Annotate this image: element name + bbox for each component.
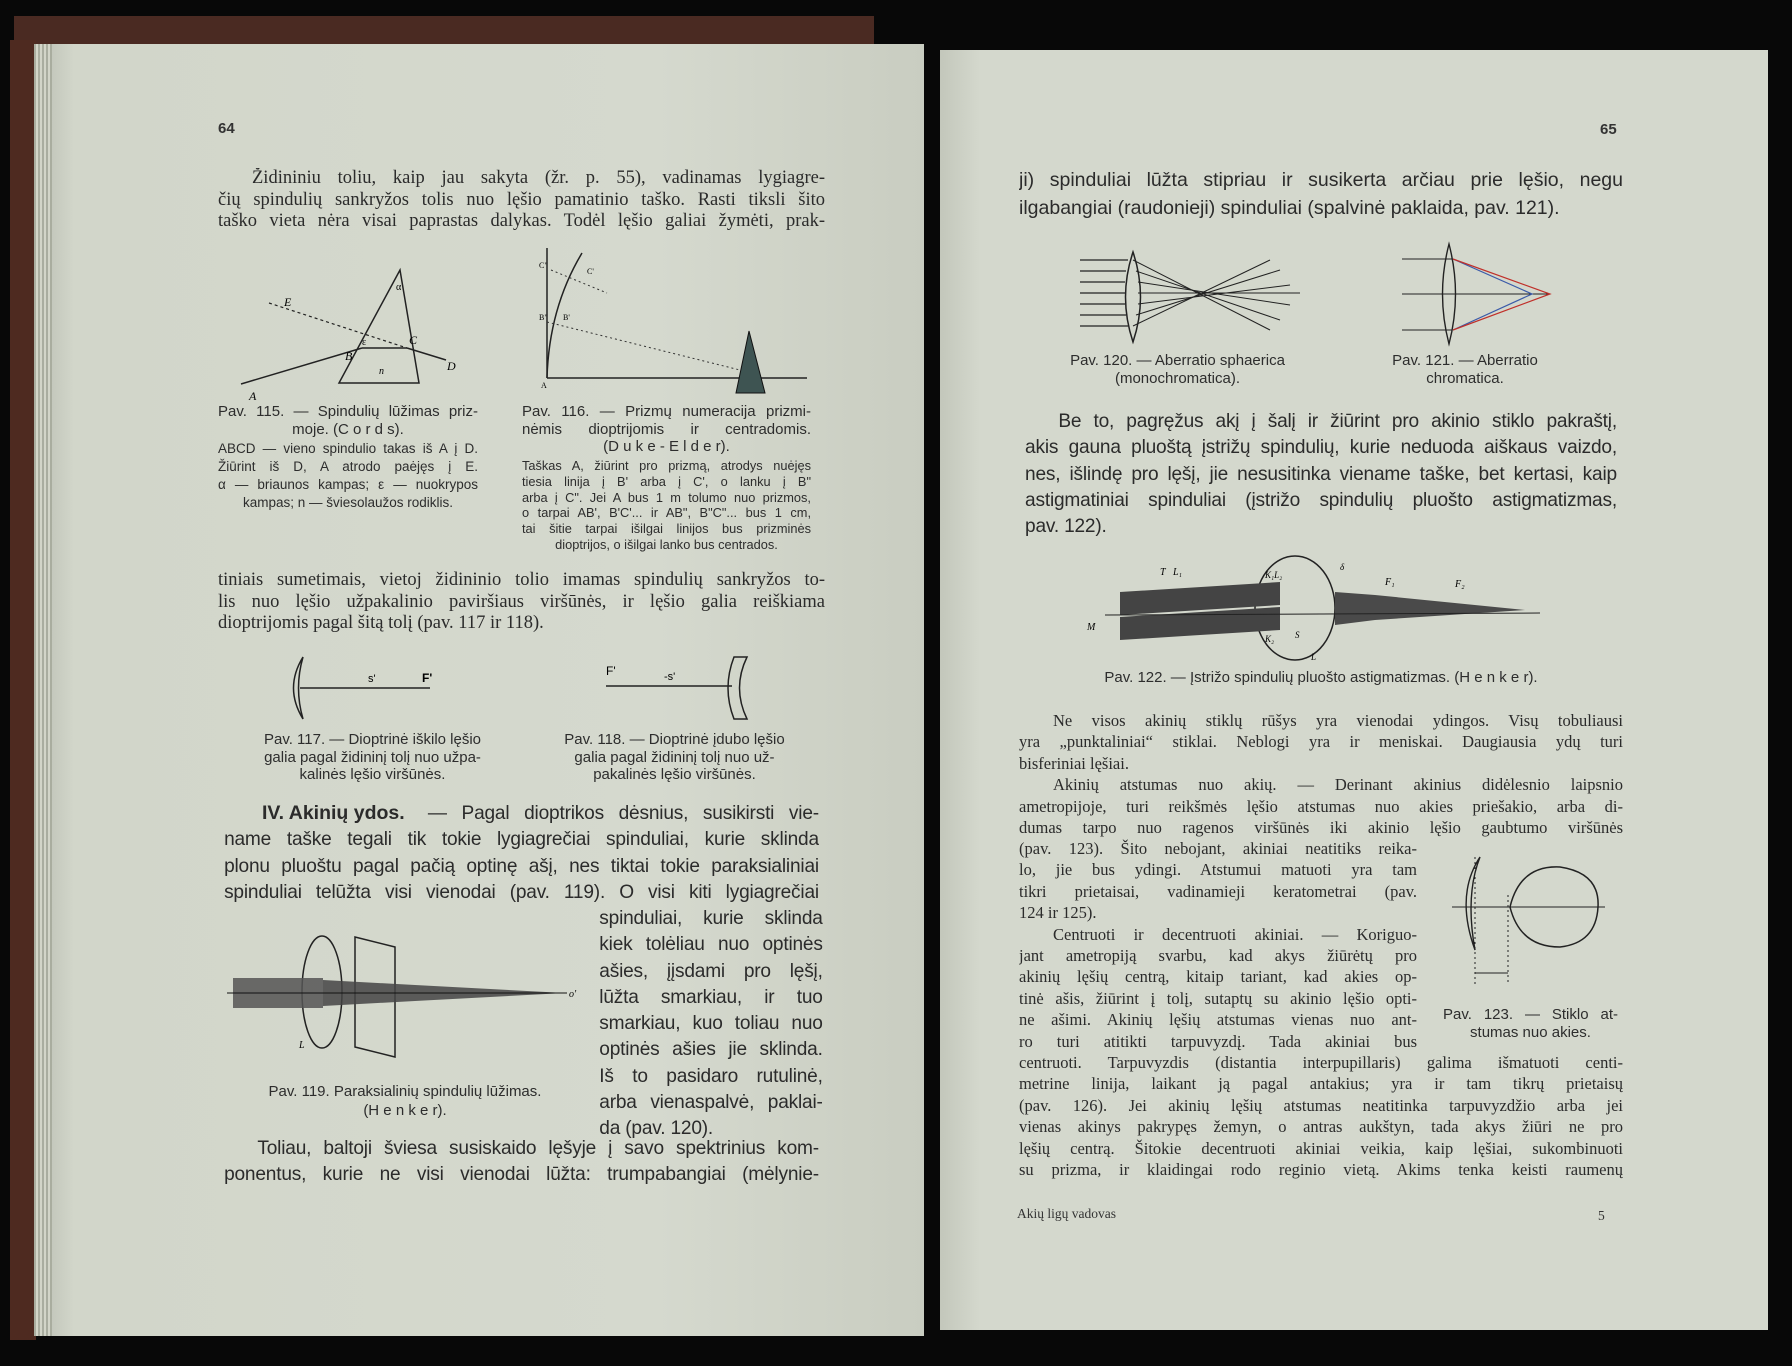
- text-line: arba į C". Jei A bus 1 m tolumo nuo prizmos,: [522, 489, 811, 505]
- figure-122-caption: [1019, 669, 1623, 687]
- text-line: tai šitie tarpai išilgai linijos bus prizminės: [522, 521, 811, 537]
- section-heading: IV. Akinių ydos.: [262, 802, 405, 824]
- text-line: ametropijoje, turi reikšmės lęšio atstumas nuo akies priešakio, arba di-: [1019, 796, 1623, 816]
- text-line: lęšių centrą. Šitokie decentruoti akiniai veikia, kaip lęšiai, sukombinuoti: [1019, 1138, 1623, 1158]
- label-delta: δ: [1340, 562, 1345, 572]
- prism: [736, 331, 765, 393]
- text-line: bisferiniai lęšiai.: [1019, 753, 1129, 773]
- label-l: L: [1311, 652, 1317, 662]
- text-line: spinduliai telūžta visi vienodai (pav. 119). O visi kiti lygiagrečiai: [224, 880, 819, 903]
- figure-123-caption: [1443, 1006, 1618, 1041]
- text-line: taško vieta nėra visai paprastas dalykas. Todėl lęšio galiai žymėti, prak-: [218, 211, 825, 232]
- lens: [728, 657, 747, 719]
- text-line: arba vienaspalvė, paklai-: [599, 1091, 823, 1114]
- label-s: s': [368, 673, 376, 685]
- text-line: Pav. 122. — Įstrižo spindulių pluošto astigmatizmas. (H e n k e r).: [1104, 669, 1538, 686]
- label-s: -s': [664, 671, 676, 683]
- text-line: čių spindulių sankryžos tolis nuo lęšio pamatinio taško. Rasti tiksli šito: [218, 189, 825, 210]
- label-s: S: [1295, 630, 1300, 640]
- text-line: (monochromatica).: [1114, 369, 1241, 387]
- text-line: Toliau, baltoji šviesa susiskaido lęšyje į savo spektrinius kom-: [257, 1137, 819, 1159]
- figure-116-prism-diagram: [537, 248, 812, 398]
- text-line: (D u k e - E l d e r).: [603, 438, 730, 455]
- label-o: o': [569, 989, 577, 1000]
- text-line: (pav. 123). Šito nebojant, akiniai neatitiks reika-: [1019, 839, 1417, 858]
- text-line: kampas; n — šviesolaužos rodiklis.: [242, 495, 454, 510]
- paragraph: [224, 1135, 819, 1188]
- incoming-rays: [1080, 260, 1128, 326]
- text-line: chromatica.: [1426, 369, 1504, 387]
- text-line: lūžta smarkiau, ir tuo: [599, 985, 823, 1008]
- label-k1l2: K₁L₂: [1265, 570, 1283, 580]
- text-line: (pav. 126). Jei akinių lęšių atstumas neatitinka tarpuvyzdžio arba jei: [1019, 1095, 1623, 1115]
- text-line: 124 ir 125).: [1019, 903, 1097, 923]
- text-line: tinė ašis, žiūrint į tolį, sutaptų su akinio lęšio opti-: [1019, 988, 1417, 1008]
- text-line: tiniais sumetimais, vietoj židininio tolio imamas spindulių sankryžos to-: [218, 570, 825, 590]
- text-line: Pav. 117. — Dioptrinė iškilo lęšio: [263, 731, 482, 748]
- text-line: Pav. 119. Paraksialinių spindulių lūžimas.: [268, 1083, 542, 1100]
- paragraph: [1019, 710, 1623, 838]
- page-edges: [34, 44, 52, 1336]
- text-line: Pav. 115. — Spindulių lūžimas priz-: [218, 403, 478, 420]
- text-line: su prizma, ir klaidingai rodo reginio vietą. Akims tenka keisti raumenų: [1019, 1160, 1623, 1180]
- text-line: dioptrijomis pagal šitą tolį (pav. 117 ir 118).: [218, 613, 544, 634]
- text-line: ilgabangiai (raudonieji) spinduliai (spalvinė paklaida, pav. 121).: [1019, 197, 1560, 219]
- figure-121-chromatic-aberration: [1400, 242, 1560, 347]
- label-c-prime: C': [587, 267, 594, 276]
- page-number: 64: [218, 120, 235, 137]
- text-line: nes, išlindę pro lęšį, jie nesusitinka viename taške, bet kertasi, kaip: [1025, 462, 1617, 485]
- book-cover-left: [10, 40, 36, 1340]
- text-line: akinių lęšių centrą, kitaip tariant, kad akies op-: [1019, 967, 1417, 987]
- text-line: ašies, įįsdami pro lęšį,: [599, 959, 823, 982]
- label-b-prime: B': [563, 313, 570, 322]
- text-line: dioptrijos, o išilgai lanko bus centrados.: [555, 536, 778, 552]
- text-line: Be to, pagręžus akį į šalį ir žiūrint pro akinio stiklo pakraštį,: [1058, 410, 1617, 432]
- refracted-rays: [1133, 260, 1300, 330]
- label-m: M: [1087, 622, 1096, 633]
- label-n: n: [379, 366, 384, 377]
- figure-118-caption: [542, 731, 807, 784]
- line-b: [547, 322, 752, 373]
- text-line: Ne visos akinių stiklų rūšys yra vienodai ydingos. Visų tobuliausi: [1053, 711, 1623, 730]
- text-line: α — briaunos kampas; ε — nuokrypos: [218, 477, 478, 492]
- figure-121-caption: [1370, 352, 1560, 387]
- text-line: centruoti. Tarpuvyzdis (distantia interpupillaris) galima išmatuoti centi-: [1019, 1053, 1623, 1072]
- virtual-ray-e: [269, 303, 407, 348]
- label-f1: F₁: [1385, 577, 1395, 588]
- text-line: lo, jie bus ydingi. Atstumui matuoti yra tam: [1019, 860, 1417, 880]
- text-line: pav. 122).: [1025, 515, 1107, 538]
- text-line: lis nuo lęšio užpakalinio paviršiaus viršūnės, ir lęšio galia reiškiama: [218, 591, 825, 612]
- text-line: Akinių atstumas nuo akių. — Derinant akinius didėlesnio laipsnio: [1053, 775, 1623, 795]
- figure-116-caption: [522, 403, 811, 456]
- text-line: smarkiau, kuo toliau nuo: [599, 1012, 823, 1035]
- label-b-double: B": [539, 313, 548, 322]
- figure-119-caption: [225, 1082, 585, 1120]
- text-line: ro turi atitikti tarpuvyzdį. Tada akiniai bus: [1019, 1031, 1417, 1051]
- text-line: ponentus, kurie ne visi vienodai lūžta: trumpabangiai (mėlynie-: [224, 1163, 819, 1186]
- page-number: 65: [1600, 121, 1617, 138]
- spectacle-lens: [1466, 857, 1480, 950]
- text-line: Pav. 120. — Aberratio sphaerica: [1070, 352, 1285, 369]
- label-b: B: [345, 349, 353, 363]
- label-f: F': [606, 664, 616, 678]
- text-line: spinduliai, kurie sklinda: [599, 907, 823, 929]
- text-line: Taškas A, žiūrint pro prizmą, atrodys nuėjęs: [522, 458, 811, 473]
- figure-115-note: [218, 440, 478, 512]
- text-line: moje. (C o r d s).: [292, 420, 404, 438]
- text-line: akis gauna pluoštą įstrižų spindulių, kurie neduoda aiškaus vaizdo,: [1025, 436, 1617, 459]
- label-f2: F₂: [1455, 579, 1465, 590]
- label-a: A: [249, 389, 257, 403]
- ray-ab: [241, 348, 362, 384]
- ray-cd: [407, 348, 446, 360]
- text-line: Pav. 123. — Stiklo at-: [1443, 1006, 1618, 1023]
- label-alpha: α: [396, 282, 402, 293]
- text-line: optinės ašies jie sklinda.: [599, 1038, 823, 1061]
- text-line: ABCD — vieno spindulio takas iš A į D.: [218, 441, 478, 456]
- label-l: L: [299, 1040, 305, 1051]
- text-line: Centruoti ir decentruoti akiniai. — Koriguo-: [1053, 924, 1417, 944]
- paragraph: [1019, 838, 1417, 1052]
- figure-117-caption: [240, 731, 505, 784]
- text-line: Pav. 118. — Dioptrinė įdubo lęšio: [564, 731, 785, 748]
- figure-120-caption: [1050, 352, 1305, 387]
- text-line: astigmatiniai spinduliai (įstrižo spindulių pluošto astigmatizmas,: [1025, 488, 1617, 511]
- text-line: (H e n k e r).: [363, 1102, 447, 1119]
- text-line: da (pav. 120).: [599, 1117, 714, 1140]
- text-line: tikri prietaisai, vadinamieji keratometrai (pav.: [1019, 881, 1417, 901]
- text-line: metrine linija, laikant ją pagal antakius; yra ir tam tikrų prietaisų: [1019, 1074, 1623, 1094]
- label-epsilon: ε: [362, 337, 367, 348]
- text-line: name taške tegali tik tokie lygiagrečiai spinduliai, kurie sklinda: [224, 828, 819, 851]
- paragraph: [599, 905, 822, 1142]
- text-line: Pav. 116. — Prizmų numeracija prizmi-: [522, 403, 811, 420]
- text-line: — Pagal dioptrikos dėsnius, susikirsti vie-: [427, 802, 819, 824]
- figure-122-astigmatism: [1085, 550, 1545, 665]
- text-line: tiesia linija į B' arba į C', o lanku į B": [522, 473, 811, 489]
- paragraph: [1019, 1052, 1623, 1180]
- label-f: F': [422, 671, 433, 685]
- text-line: dumas tarpo nuo ragenos viršūnės iki akinio lęšio gaubtumo viršūnės: [1019, 818, 1623, 838]
- paragraph: [218, 570, 825, 635]
- lens: [1126, 252, 1141, 342]
- figure-116-note: [522, 458, 811, 553]
- paragraph: [1025, 408, 1617, 539]
- text-line: o tarpai AB', B'C'... ir AB", B"C"... bus 1 cm,: [522, 505, 811, 521]
- text-line: ne ašimi. Akinių lęšių atstumas vienas nuo ant-: [1019, 1010, 1417, 1030]
- signature-number: 5: [1598, 1208, 1605, 1223]
- text-line: jant ametropiją svarbu, kad akys žiūrėtų pro: [1019, 946, 1417, 966]
- text-line: plonu pluoštu pagal pačią optinę ašį, nes tiktai tokie paraksialiniai: [224, 854, 819, 877]
- figure-117-convex-lens: [290, 655, 440, 725]
- label-k2: K₂: [1265, 634, 1275, 644]
- text-line: pakalinės lęšio viršūnės.: [593, 766, 756, 783]
- figure-118-concave-lens: [604, 655, 754, 725]
- paragraph: [218, 168, 825, 233]
- text-line: Iš to pasidaro rutulinė,: [599, 1064, 823, 1087]
- text-line: ji) spinduliai lūžta stipriau ir susikerta arčiau prie lęšio, negu: [1019, 169, 1623, 191]
- text-line: vienas akinys pakrypęs žemyn, o antras aukštyn, tada akys žiūri ne pro: [1019, 1117, 1623, 1137]
- label-a: A: [541, 381, 547, 390]
- paragraph: [224, 800, 819, 905]
- text-line: galia pagal židininį tolį nuo už-: [574, 748, 775, 766]
- text-line: yra „punktaliniai“ stiklai. Neblogi yra ir meniskai. Daugiausia ydų turi: [1019, 732, 1623, 752]
- text-line: galia pagal židininį tolį nuo užpa-: [264, 748, 481, 766]
- text-line: Žiūrint iš D, A atrodo paėjęs į E.: [218, 459, 478, 474]
- label-c-double: C": [539, 261, 548, 270]
- label-t: T: [1160, 567, 1166, 578]
- text-line: kalinės lęšio viršūnės.: [299, 766, 446, 783]
- text-line: Pav. 121. — Aberratio: [1392, 352, 1538, 369]
- refracted-bundle: [1335, 592, 1525, 625]
- paragraph: [1019, 166, 1623, 222]
- label-e: E: [284, 295, 292, 309]
- figure-123-lens-eye-distance: [1450, 855, 1610, 995]
- figure-115-prism-diagram: [229, 250, 491, 403]
- figure-115-caption: [218, 403, 478, 438]
- text-line: stumas nuo akies.: [1470, 1023, 1591, 1041]
- label-l1: L₁: [1173, 567, 1183, 578]
- text-line: Židininiu toliu, kaip jau sakyta (žr. p. 55), vadinamas lygiagre-: [252, 168, 825, 188]
- label-d: D: [447, 359, 456, 373]
- figure-119-paraxial-rays: [225, 935, 575, 1065]
- line-c: [551, 270, 607, 293]
- footer-book-title: Akių ligų vadovas: [1017, 1206, 1116, 1221]
- label-c: C: [409, 333, 418, 347]
- text-line: kiek tolėliau nuo optinės: [599, 933, 823, 956]
- text-line: nėmis dioptrijomis ir centradomis.: [522, 420, 811, 438]
- figure-120-spherical-aberration: [1070, 250, 1310, 345]
